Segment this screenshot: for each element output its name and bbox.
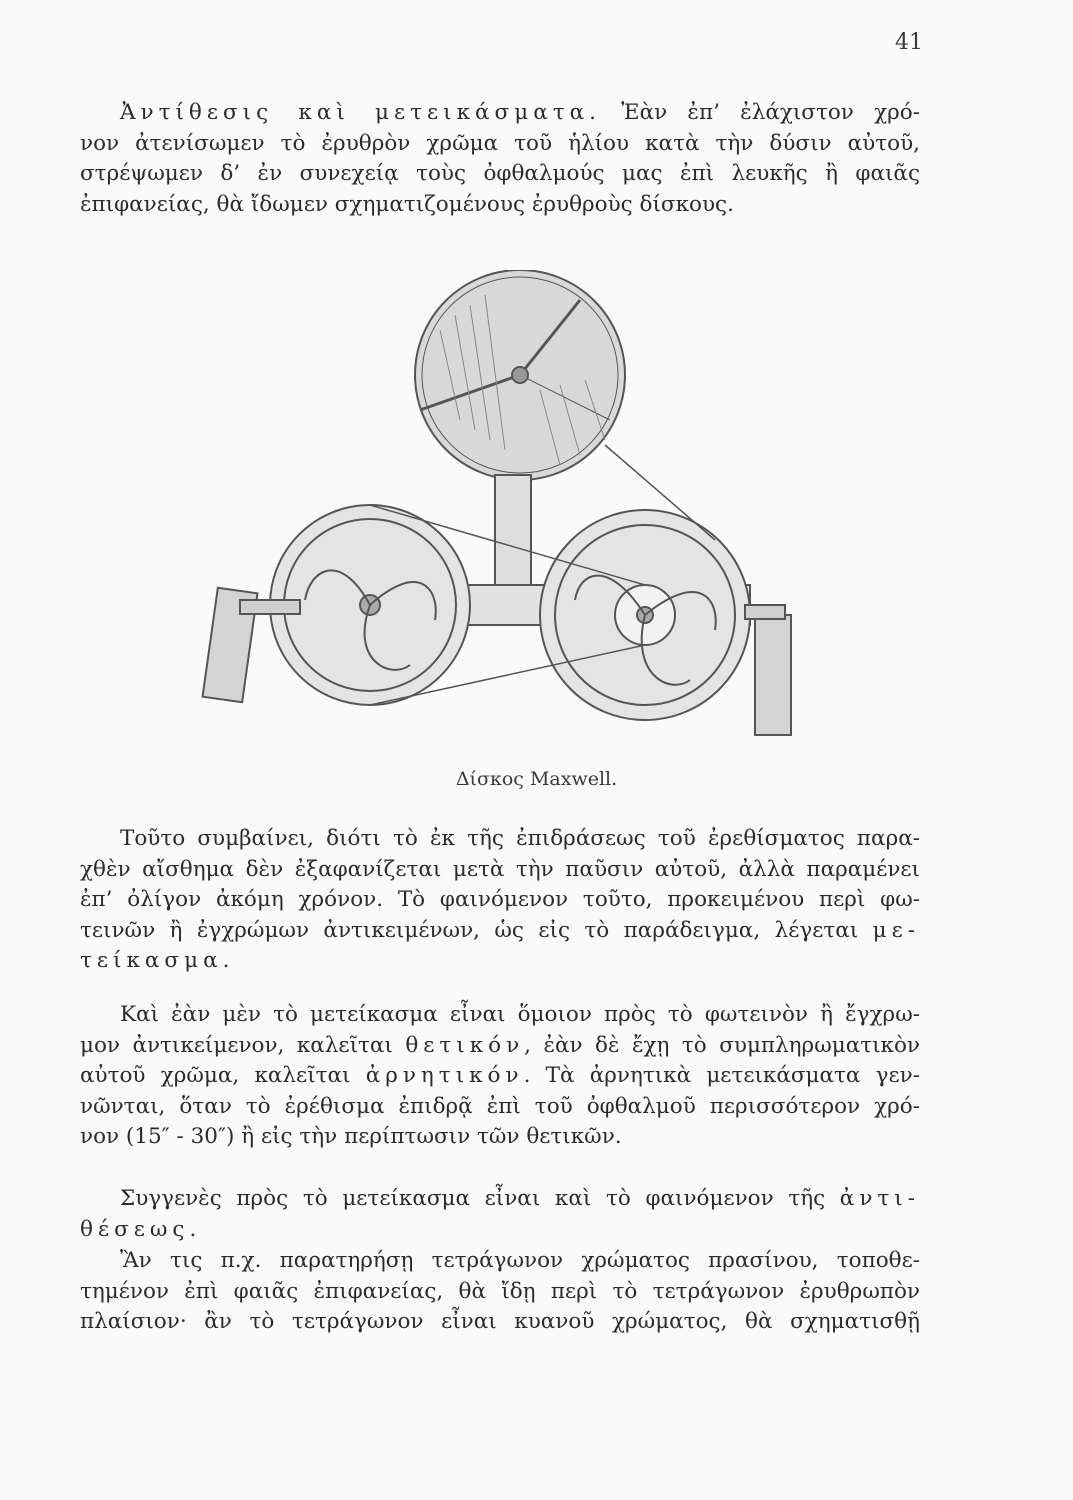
maxwell-disc-drawing (190, 270, 810, 750)
paragraph-antithesis: Συγγενὲς πρὸς τὸ μετείκασμα εἶναι καὶ τὸ φαινόμενον τῆς ἀντι- θέσεως. (80, 1186, 920, 1242)
page-number: 41 (895, 30, 923, 55)
right-handle (755, 615, 791, 735)
term-antithesis-afterimages: Ἀντίθεσις καὶ μετεικάσματα. (120, 100, 601, 125)
term-afterimage: τείκασμα. (80, 948, 235, 973)
term-positive: θετικόν (405, 1032, 525, 1058)
paragraph-afterimage-intro: Ἀντίθεσις καὶ μετεικάσματα. Ἐὰν ἐπ’ ἐλάχιστον χρό- νον ἀτενίσωμεν τὸ ἐρυθρὸν χρῶμα τοῦ ἡλίου κατὰ τὴν δύσιν αὐτοῦ, στρέψωμεν δ’ ἐν συνεχείᾳ τοὺς ὀφθαλμούς μας ἐπὶ λευκῆς ἢ φαιᾶς ἐπιφανείας, θὰ ἴδωμεν σχηματιζομένους ἐρυθροὺς δίσκους. (80, 100, 920, 217)
paragraph-positive-negative: Καὶ ἐὰν μὲν τὸ μετείκασμα εἶναι ὅμοιον πρὸς τὸ φωτεινὸν ἢ ἔγχρω- μον ἀντικείμενον, καλεῖται θετικόν, ἐὰν δὲ ἔχῃ τὸ συμπληρωματικὸν αὐτοῦ χρῶμα, καλεῖται ἀρνητικόν. Τὰ ἀρνητικὰ μετεικάσματα γεν- νῶνται, ὅταν τὸ ἐρέθισμα ἐπιδρᾷ ἐπὶ τοῦ ὀφθαλμοῦ περισσότερον χρό- νον (15″ - 30″) ἢ εἰς τὴν περίπτωσιν τῶν θετικῶν. (80, 1002, 920, 1149)
maxwell-disc-figure (190, 270, 810, 750)
paragraph-example: Ἂν τις π.χ. παρατηρήσῃ τετράγωνον χρώματος πρασίνου, τοποθε- τημένον ἐπὶ φαιᾶς ἐπιφανείας, θὰ ἴδῃ περὶ τὸ τετράγωνον ἐρυθρωπὸν πλαίσιον· ἂν τὸ τετράγωνον εἶναι κυανοῦ χρώματος, θὰ σχηματισθῇ (80, 1248, 920, 1334)
figure-caption: Δίσκος Maxwell. (455, 768, 618, 790)
paragraph-afterimage-explanation: Τοῦτο συμβαίνει, διότι τὸ ἐκ τῆς ἐπιδράσεως τοῦ ἐρεθίσματος παρα- χθὲν αἴσθημα δὲν ἐξαφανίζεται μετὰ τὴν παῦσιν αὐτοῦ, ἀλλὰ παραμένει ἐπ’ ὀλίγον ἀκόμη χρόνον. Τὸ φαινόμενον τοῦτο, προκειμένου περὶ φω- τεινῶν ἢ ἐγχρώμων ἀντικειμένων, ὡς εἰς τὸ παράδειγμα, λέγεται με- τείκασμα. (80, 824, 920, 977)
term-negative: ἀρνητικόν (365, 1063, 524, 1088)
term-antithesis: ἀντι- (839, 1186, 920, 1211)
